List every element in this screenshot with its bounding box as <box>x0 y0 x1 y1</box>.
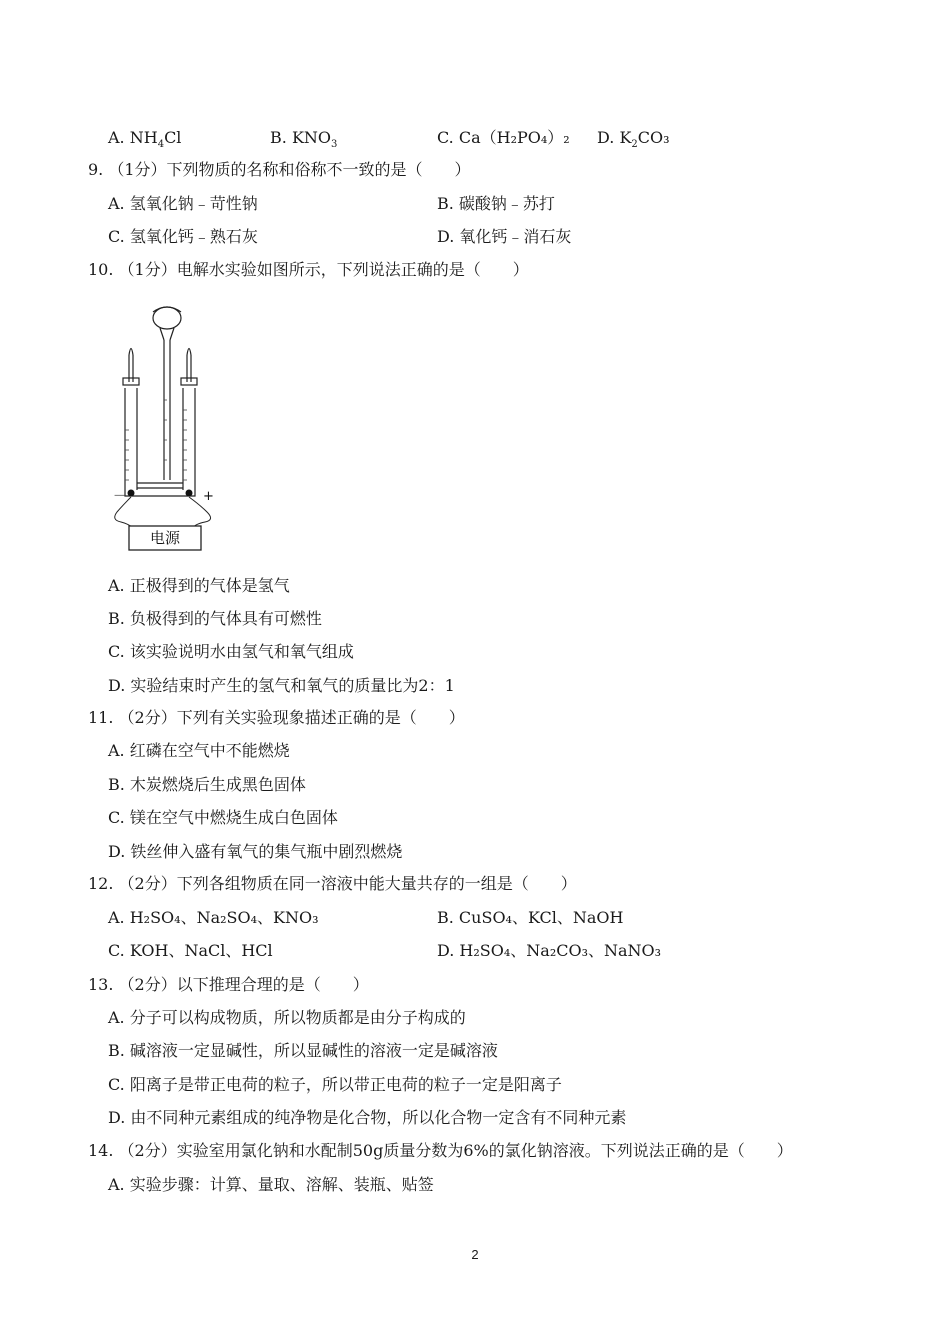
q13-option-c: C. 阳离子是带正电荷的粒子，所以带正电荷的粒子一定是阳离子 <box>108 1075 562 1094</box>
q8-option-c: C. Ca（H₂PO₄）₂ <box>437 128 570 147</box>
negative-electrode <box>128 490 135 497</box>
q11-option-a: A. 红磷在空气中不能燃烧 <box>108 741 290 760</box>
right-stopcock <box>181 378 197 385</box>
page-number: 2 <box>471 1247 479 1262</box>
q11-stem: 11. （2分）下列有关实验现象描述正确的是（ ） <box>88 708 465 727</box>
positive-electrode <box>186 490 193 497</box>
left-stopcock <box>123 378 139 385</box>
q9-stem: 9. （1分）下列物质的名称和俗称不一致的是（ ） <box>88 160 471 179</box>
minus-sign: － <box>113 489 127 504</box>
q12-option-d: D. H₂SO₄、Na₂CO₃、NaNO₃ <box>437 941 662 960</box>
q10-stem: 10. （1分）电解水实验如图所示，下列说法正确的是（ ） <box>88 260 529 279</box>
power-label: 电源 <box>149 529 181 547</box>
q8-option-a: A. $NH_4Cl$ <box>108 128 182 151</box>
q10-option-b: B. 负极得到的气体具有可燃性 <box>108 609 322 628</box>
q11-option-c: C. 镁在空气中燃烧生成白色固体 <box>108 808 338 827</box>
q13-option-a: A. 分子可以构成物质，所以物质都是由分子构成的 <box>108 1008 466 1027</box>
plus-sign: + <box>203 489 214 504</box>
q13-stem: 13. （2分）以下推理合理的是（ ） <box>88 975 369 994</box>
q8-option-b: B. $KNO_3$ <box>270 128 338 151</box>
q10-option-c: C. 该实验说明水由氢气和氧气组成 <box>108 642 354 661</box>
q10-option-d: D. 实验结束时产生的氢气和氧气的质量比为2：1 <box>108 676 455 695</box>
q14-option-a: A. 实验步骤：计算、量取、溶解、装瓶、贴签 <box>108 1175 434 1194</box>
q9-option-a: A. 氢氧化钠﹣苛性钠 <box>108 194 258 213</box>
q12-stem: 12. （2分）下列各组物质在同一溶液中能大量共存的一组是（ ） <box>88 874 577 893</box>
q13-option-d: D. 由不同种元素组成的纯净物是化合物，所以化合物一定含有不同种元素 <box>108 1108 627 1127</box>
q12-option-c: C. KOH、NaCl、HCl <box>108 941 273 960</box>
reservoir-bulb <box>153 307 181 329</box>
q12-option-a: A. H₂SO₄、Na₂SO₄、KNO₃ <box>108 908 319 927</box>
q10-option-a: A. 正极得到的气体是氢气 <box>108 576 290 595</box>
q11-option-d: D. 铁丝伸入盛有氧气的集气瓶中剧烈燃烧 <box>108 842 403 861</box>
q9-option-d: D. 氧化钙﹣消石灰 <box>437 227 572 246</box>
electrolysis-apparatus-diagram <box>105 300 240 558</box>
q13-option-b: B. 碱溶液一定显碱性，所以显碱性的溶液一定是碱溶液 <box>108 1041 498 1060</box>
q12-option-b: B. CuSO₄、KCl、NaOH <box>437 908 624 927</box>
q9-option-c: C. 氢氧化钙﹣熟石灰 <box>108 227 258 246</box>
q8-option-d: D. $K_2CO_3$ <box>597 128 670 151</box>
q14-stem: 14. （2分）实验室用氯化钠和水配制50g质量分数为6%的氯化钠溶液。下列说法正确的是（ ） <box>88 1141 793 1160</box>
q9-option-b: B. 碳酸钠﹣苏打 <box>437 194 555 213</box>
q11-option-b: B. 木炭燃烧后生成黑色固体 <box>108 775 306 794</box>
